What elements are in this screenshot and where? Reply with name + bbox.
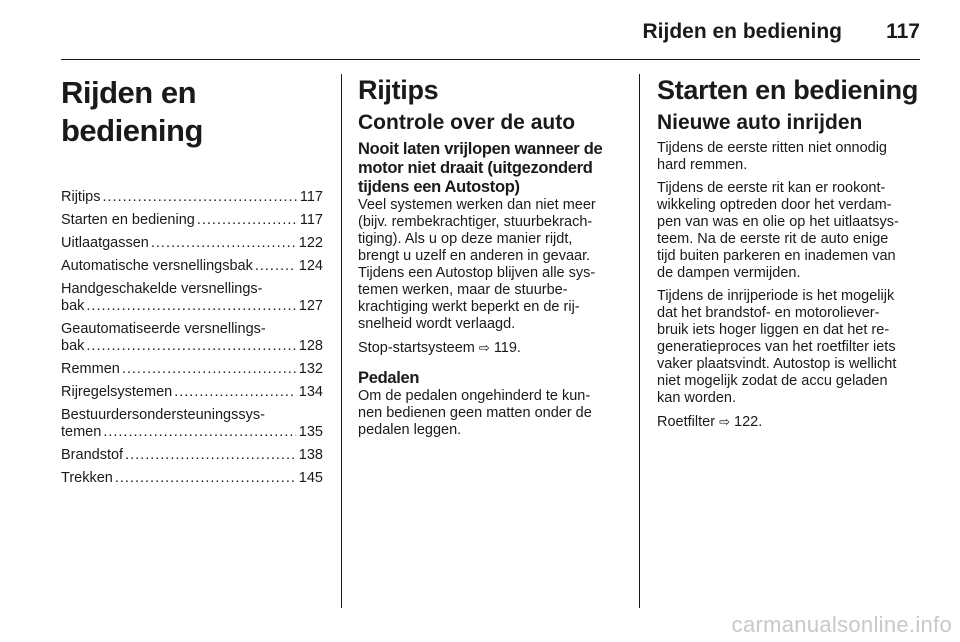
toc-entry-row [61,235,323,252]
toc-entry-page: 135 [298,424,323,440]
toc-entry-row [61,298,323,315]
starting-column [657,74,921,437]
toc-entry-label-line: Handgeschakelde versnellings- [61,281,263,297]
toc-entry[interactable] [61,447,323,464]
toc-entry-row [61,447,323,464]
toc-leader-dots [122,361,296,378]
toc-leader-dots [125,447,296,464]
chapter-title: Rijden en bediening [61,75,203,148]
toc-entry[interactable] [61,407,323,441]
toc-entry-label: Brandstof [61,447,124,463]
toc-entry-page: 138 [298,447,323,463]
site-watermark: carmanualsonline.info [731,612,952,637]
toc-entry-label: Trekken [61,470,113,486]
toc-entry[interactable] [61,212,323,229]
toc-entry-row [61,212,323,229]
arrow-right-icon: ⇨ [478,340,490,355]
column-divider-2 [639,74,640,608]
toc-leader-dots [86,298,295,315]
toc-entry-label-line: Geautomatiseerde versnellings- [61,321,266,337]
toc-entry[interactable] [61,235,323,252]
toc-entry[interactable] [61,470,323,487]
toc-entry[interactable] [61,258,323,275]
toc-entry-page: 117 [299,189,323,205]
cross-reference-stop-start[interactable]: Stop-startsysteem ⇨ 119. [358,340,521,356]
paragraph-remmen: Tijdens de eerste ritten niet onnodig hard remmen. [657,140,887,173]
toc-entry-label: Rijregelsystemen [61,384,173,400]
column-divider-1 [341,74,342,608]
toc-entry-page: 134 [298,384,323,400]
toc-entry-label: bak [61,338,85,354]
header-divider [61,59,920,60]
topic-heading-pedalen: Pedalen [358,369,420,387]
toc-entry-row [61,424,323,441]
toc-entry-row [61,470,323,487]
driving-tips-column [358,74,622,445]
toc-entry-page: 132 [298,361,323,377]
toc-column [61,74,323,493]
toc-leader-dots [86,338,295,355]
toc-entry[interactable] [61,189,323,206]
topic-heading-vrijlopen: Nooit laten vrijlopen wanneer de motor niet draait (uitgezonderd tijdens een Autostop) [358,140,603,196]
toc-entry[interactable] [61,281,323,315]
toc-leader-dots [197,212,297,229]
toc-entry-page: 127 [298,298,323,314]
toc-leader-dots [151,235,296,252]
cross-reference-roetfilter[interactable]: Roetfilter ⇨ 122. [657,414,763,430]
toc-entry-row [61,189,323,206]
page-header [0,14,920,54]
section-heading-rijtips: Rijtips [358,75,439,105]
toc-entry[interactable] [61,384,323,401]
toc-leader-dots [255,258,296,275]
section-heading-starten: Starten en bediening [657,75,919,105]
toc-entry-label: Starten en bediening [61,212,195,228]
toc-entry-label: temen [61,424,102,440]
toc-leader-dots [102,189,296,206]
toc-entry-row [61,361,323,378]
toc-entry-page: 145 [298,470,323,486]
table-of-contents [61,189,323,487]
toc-entry-row [61,258,323,275]
subheading-inrijden: Nieuwe auto inrijden [657,111,863,134]
toc-entry-label: Uitlaatgassen [61,235,149,251]
paragraph-inrijperiode: Tijdens de inrijperiode is het mogelijk dat het brandstof- en motoroliever- bruik iets hoger liggen en dat het re- generatieproces van het roetfilter iets vaker plaatsvindt. Autostop is wellicht niet mogelijk zodat de accu geladen kan worden. [657,288,897,406]
toc-entry-label-line: Bestuurdersondersteuningssys- [61,407,265,423]
toc-entry-label: Remmen [61,361,120,377]
paragraph-rookontwikkeling: Tijdens de eerste rit kan er rookont- wikkeling optreden door het verdam- pen van was en olie op het uitlaatsys- teem. Na de eerste rit de auto enige tijd buiten parkeren en inademen van de dampen vermijden. [657,180,899,281]
toc-entry-page: 128 [298,338,323,354]
toc-leader-dots [103,424,295,441]
toc-entry-row [61,338,323,355]
toc-entry-page: 117 [299,212,323,228]
running-header-title: Rijden en bediening [642,20,842,43]
paragraph-pedalen: Om de pedalen ongehinderd te kun- nen bedienen geen matten onder de pedalen leggen. [358,388,592,438]
toc-entry-label: bak [61,298,85,314]
toc-entry-label: Automatische versnellingsbak [61,258,253,274]
arrow-right-icon: ⇨ [719,414,730,429]
toc-entry[interactable] [61,361,323,378]
paragraph-systemen: Veel systemen werken dan niet meer (bijv. rembekrachtiger, stuurbekrach- tiging). Als u op deze manier rijdt, brengt u uzelf en anderen in gevaar. Tijdens een Autostop blijven alle sys- temen werken, maar de stuurbe- krachtiging werkt beperkt en de rij- snelheid wordt verlaagd. [358,197,596,332]
toc-entry[interactable] [61,321,323,355]
subheading-controle: Controle over de auto [358,111,576,134]
toc-entry-page: 122 [298,235,323,251]
toc-entry-page: 124 [298,258,323,274]
page-number: 117 [886,20,920,43]
toc-leader-dots [115,470,296,487]
toc-entry-row [61,384,323,401]
toc-leader-dots [174,384,296,401]
toc-entry-label: Rijtips [61,189,101,205]
